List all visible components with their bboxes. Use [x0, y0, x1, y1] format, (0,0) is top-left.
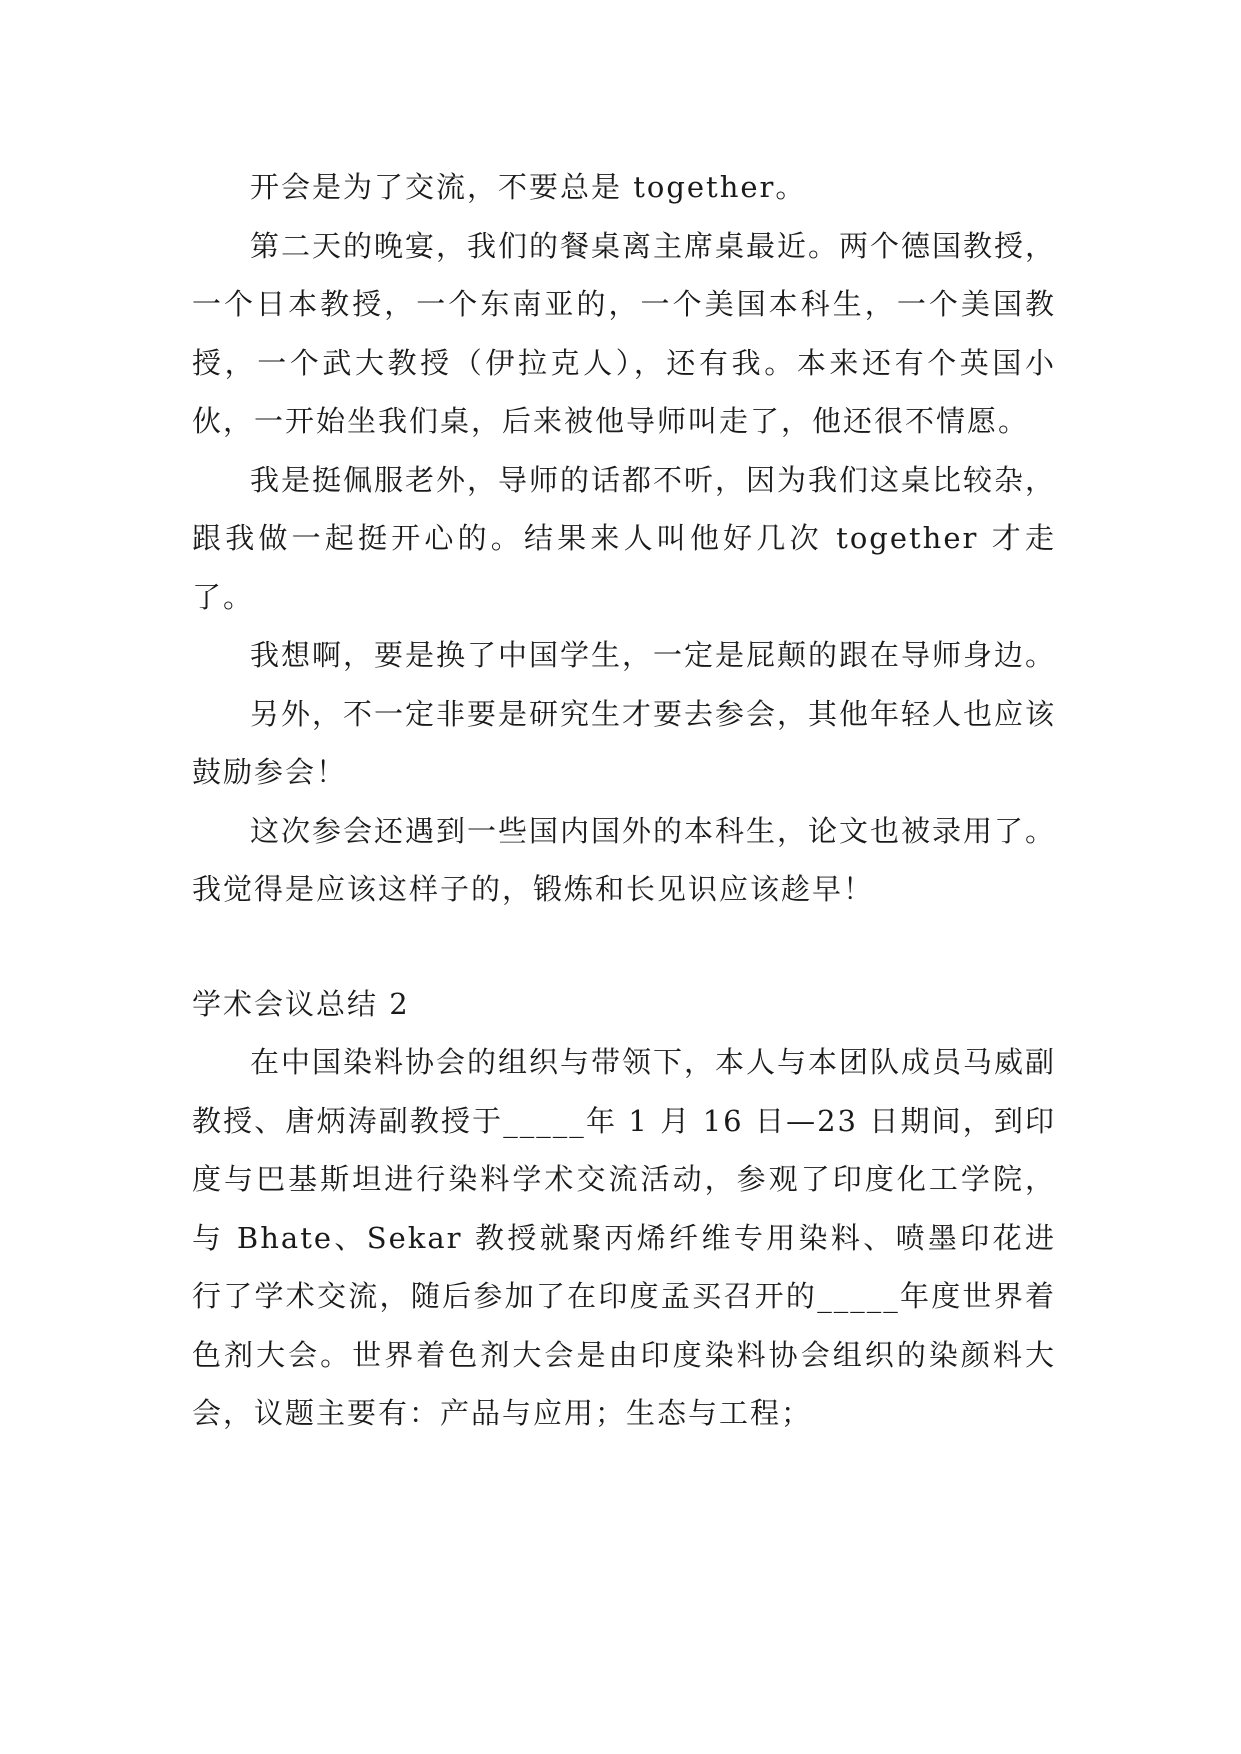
- paragraph: 第二天的晚宴，我们的餐桌离主席桌最近。两个德国教授，一个日本教授，一个东南亚的，一个美国本科生，一个美国教授，一个武大教授（伊拉克人），还有我。本来还有个英国小伙，一开始坐我们桌，后来被他导师叫走了，他还很不情愿。: [192, 228, 1057, 438]
- paragraph: 我想啊，要是换了中国学生，一定是屁颠的跟在导师身边。: [250, 638, 1057, 672]
- paragraph: 在中国染料协会的组织与带领下，本人与本团队成员马威副教授、唐炳涛副教授于_____年 1 月 16 日—23 日期间，到印度与巴基斯坦进行染料学术交流活动，参观了印度化工学院，与 Bhate、Sekar 教授就聚丙烯纤维专用染料、喷墨印花进行了学术交流，随后参加了在印度孟买召开的_____年度世界着色剂大会。世界着色剂大会是由印度染料协会组织的染颜料大会，议题主要有：产品与应用；生态与工程；: [192, 1045, 1057, 1430]
- section-heading: 学术会议总结 2: [192, 986, 410, 1021]
- paragraph: 这次参会还遇到一些国内国外的本科生，论文也被录用了。我觉得是应该这样子的，锻炼和长见识应该趁早！: [192, 813, 1057, 906]
- paragraph: 我是挺佩服老外，导师的话都不听，因为我们这桌比较杂，跟我做一起挺开心的。结果来人叫他好几次 together 才走了。: [192, 462, 1057, 614]
- paragraph: 开会是为了交流，不要总是 together。: [250, 170, 807, 204]
- document-page: [192, 158, 1056, 1443]
- paragraph: 另外，不一定非要是研究生才要去参会，其他年轻人也应该鼓励参会！: [192, 696, 1057, 789]
